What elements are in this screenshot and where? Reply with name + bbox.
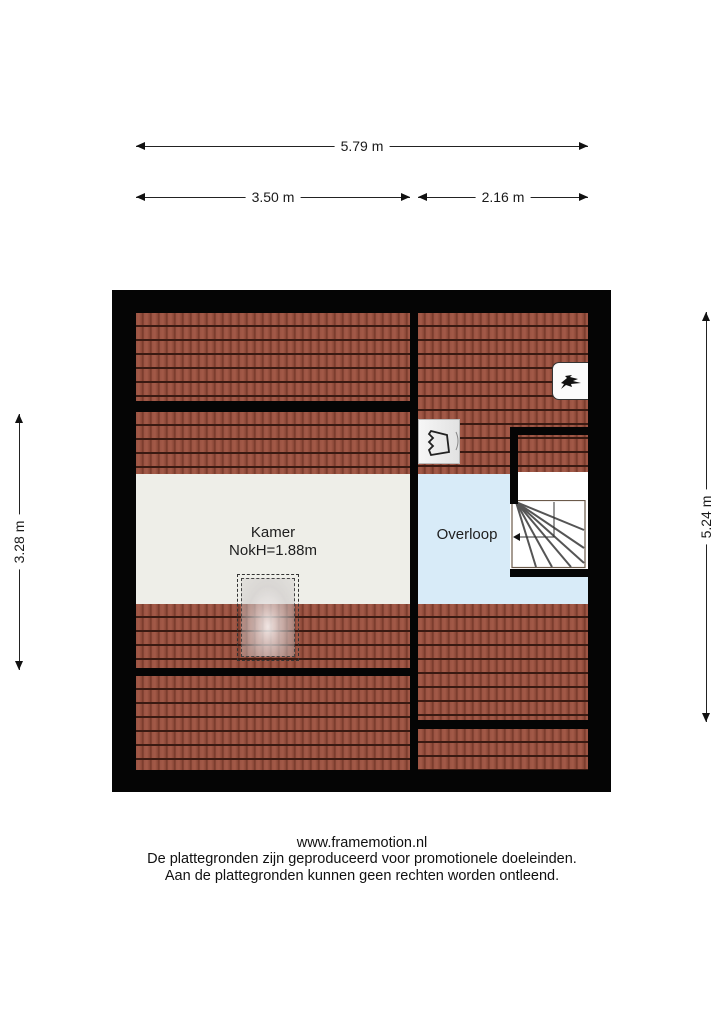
dimension-right-width [418, 190, 588, 204]
stair-well-wall [510, 427, 588, 435]
stair-bottom-wall [510, 569, 588, 577]
room-kamer-ridge-height: NokH=1.88m [229, 542, 317, 559]
vent-hood-icon [418, 419, 460, 464]
wall-right-divider-bottom [418, 720, 588, 729]
roof-section-left-upper [136, 412, 410, 474]
dimension-total-width-label: 5.79 m [335, 138, 390, 154]
dimension-left-height [12, 414, 26, 670]
dimension-right-height-label: 5.24 m [698, 490, 714, 545]
footer-website: www.framemotion.nl [296, 835, 428, 851]
dimension-left-width [136, 190, 410, 204]
dimension-total-width [136, 139, 588, 153]
dimension-left-width-label: 3.50 m [246, 189, 301, 205]
stair-landing [518, 435, 588, 472]
footer-disclaimer-line1: De plattegronden zijn geproduceerd voor promotionele doeleinden. [147, 851, 577, 867]
chimney-icon [552, 362, 588, 400]
footer-disclaimer-line2: Aan de plattegronden kunnen geen rechten worden ontleend. [164, 868, 560, 884]
roof-section-left-bottom [136, 676, 410, 770]
roof-section-left-top [136, 313, 410, 401]
wall-left-divider-bottom [136, 668, 410, 676]
wall-left-divider-top [136, 401, 410, 412]
room-kamer-label [136, 524, 410, 560]
roof-section-right-lower [418, 604, 588, 720]
dimension-right-height [699, 312, 713, 722]
floor-plan [112, 290, 611, 792]
wall-vertical-center [410, 313, 418, 770]
dimension-left-height-label: 3.28 m [11, 515, 27, 570]
roof-section-right-bottom [418, 729, 588, 770]
skylight-icon [237, 574, 299, 661]
stairs-icon[interactable] [510, 500, 588, 569]
stair-landing-white [518, 472, 588, 500]
dimension-right-width-label: 2.16 m [476, 189, 531, 205]
room-kamer-name: Kamer [250, 524, 296, 541]
room-overloop-label: Overloop [436, 526, 498, 543]
stair-well-wall-left [510, 427, 518, 500]
